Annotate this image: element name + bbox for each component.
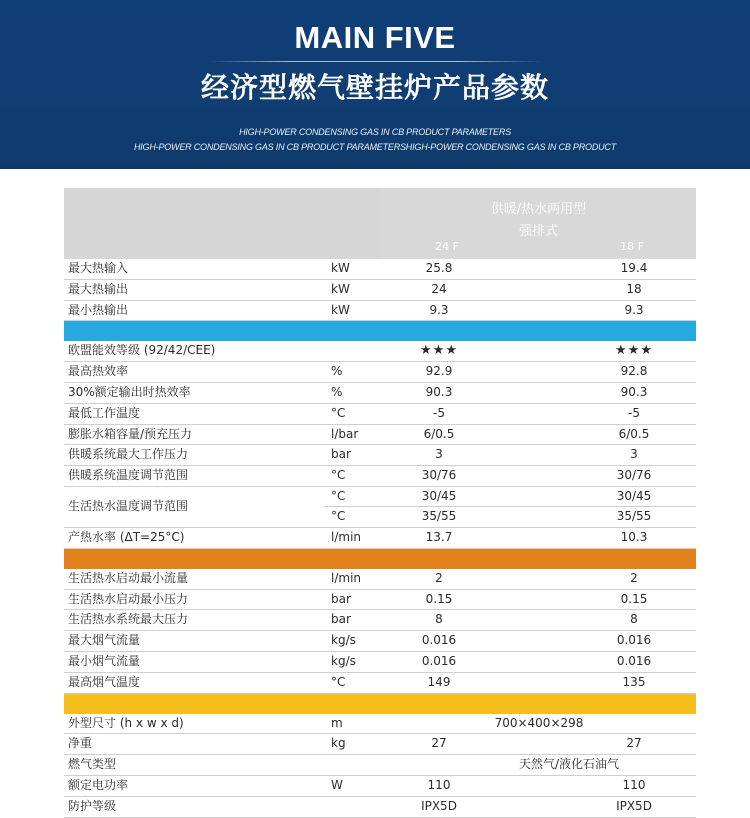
param-name: 最低工作温度 — [68, 405, 141, 420]
value-24f: 3 — [435, 447, 443, 462]
exhaust-label: 强排式 — [518, 224, 558, 239]
value-18f: 35/55 — [616, 508, 652, 523]
param-unit: bar — [331, 591, 351, 606]
param-unit: kg/s — [331, 653, 356, 668]
value-24f: 90.3 — [425, 384, 453, 399]
value-24f: 0.15 — [425, 591, 453, 606]
value-18f: 0.016 — [616, 633, 652, 648]
value-18f: 2 — [630, 570, 638, 585]
param-unit: % — [331, 384, 343, 399]
english-subtitle-1: HIGH-POWER CONDENSING GAS IN CB PRODUCT PARAMETERS — [239, 127, 511, 137]
table-row — [64, 673, 696, 694]
param-name: 最大热输出 — [68, 281, 129, 296]
param-name: 生活热水系统最大压力 — [68, 612, 189, 627]
param-name: 最高热效率 — [68, 364, 129, 379]
rating-stars-18f: ★★★ — [615, 343, 653, 359]
param-unit: bar — [331, 447, 351, 462]
value-18f: IPX5D — [616, 798, 652, 813]
value-24f: 6/0.5 — [423, 426, 455, 441]
type-label: 供暖/热水两用型 — [490, 202, 587, 217]
value-18f: 0.15 — [620, 591, 648, 606]
value-24f: 110 — [427, 777, 451, 792]
param-unit: l/min — [331, 529, 362, 544]
table-row — [64, 755, 696, 776]
param-unit: kW — [331, 302, 350, 317]
value-18f: -5 — [628, 405, 640, 420]
value-18f: 90.3 — [620, 384, 648, 399]
table-row — [64, 404, 696, 425]
param-name: 最小烟气流量 — [68, 653, 141, 668]
value-18f: 18 — [626, 281, 642, 296]
table-row — [64, 528, 696, 549]
value-18f: 27 — [626, 736, 642, 751]
table-row — [64, 776, 696, 797]
value-24f: 92.9 — [425, 364, 453, 379]
table-row — [64, 383, 696, 404]
param-unit: m — [331, 715, 343, 730]
table-row — [64, 280, 696, 301]
value-24f: IPX5D — [421, 798, 457, 813]
param-name: 防护等级 — [68, 798, 117, 813]
param-unit: °C — [331, 405, 346, 420]
param-name: 最大热输入 — [68, 261, 129, 275]
table-row — [64, 652, 696, 673]
param-unit: W — [331, 777, 343, 792]
value-24f: 30/45 — [421, 488, 457, 503]
param-name: 燃气类型 — [68, 757, 117, 772]
table-row — [64, 590, 696, 611]
table-row — [64, 445, 696, 466]
section-band-blue — [64, 321, 696, 341]
param-name: 生活热水温度调节范围 — [68, 498, 189, 513]
param-name: 生活热水启动最小压力 — [68, 591, 189, 606]
value-24f: 30/76 — [421, 468, 457, 483]
value-18f: 110 — [622, 777, 646, 792]
param-name: 生活热水启动最小流量 — [68, 570, 189, 585]
param-unit: °C — [331, 468, 346, 483]
param-unit: l/bar — [331, 426, 359, 441]
english-subtitle-2: HIGH-POWER CONDENSING GAS IN CB PRODUCT PARAMETERSHIGH-POWER CONDENSING GAS IN CB PRODUCT — [133, 142, 617, 152]
table-row — [64, 734, 696, 755]
value-24f: -5 — [433, 405, 445, 420]
table-row — [64, 301, 696, 322]
param-unit: °C — [331, 508, 346, 523]
value-24f: 25.8 — [425, 261, 453, 275]
table-row — [64, 466, 696, 487]
param-name: 外型尺寸 (h x w x d) — [68, 715, 184, 730]
header-banner — [0, 0, 750, 169]
param-name: 膨胀水箱容量/预充压力 — [68, 426, 193, 441]
param-unit: bar — [331, 612, 351, 627]
table-row — [64, 610, 696, 631]
param-name: 最高烟气温度 — [68, 674, 141, 689]
value-24f: 8 — [435, 612, 443, 627]
table-row — [64, 259, 696, 280]
sub-row — [324, 487, 696, 508]
table-row — [64, 797, 696, 818]
param-name: 供暖系统温度调节范围 — [68, 468, 189, 483]
param-name: 最小热输出 — [68, 302, 129, 317]
sub-row — [324, 507, 696, 527]
value-18f: 9.3 — [624, 302, 644, 317]
model-18f: 18 F — [620, 240, 644, 253]
param-unit: kW — [331, 261, 350, 275]
rating-stars-24f: ★★★ — [420, 343, 458, 359]
table-head-left — [64, 188, 379, 259]
section-band-orange — [64, 549, 696, 569]
value-18f: 8 — [630, 612, 638, 627]
param-unit: l/min — [331, 570, 362, 585]
header-divider — [208, 61, 542, 62]
value-24f: 35/55 — [421, 508, 457, 523]
param-name: 欧盟能效等级 (92/42/CEE) — [68, 343, 216, 358]
value-18f: 19.4 — [620, 261, 648, 275]
brand-title: MAIN FIVE — [294, 20, 456, 55]
page-title: 经济型燃气壁挂炉产品参数 — [200, 71, 549, 104]
table-row — [64, 341, 696, 362]
table-row — [64, 425, 696, 446]
value-18f: 30/76 — [616, 468, 652, 483]
table-row — [64, 569, 696, 590]
value-24f: 0.016 — [421, 633, 457, 648]
value-24f: 149 — [427, 674, 451, 689]
value-18f: 6/0.5 — [618, 426, 650, 441]
param-name: 最大烟气流量 — [68, 633, 141, 648]
param-unit: kg/s — [331, 633, 356, 648]
model-24f: 24 F — [435, 240, 459, 253]
value-18f: 3 — [630, 447, 638, 462]
merged-row-hot-water-temp — [64, 487, 696, 528]
value-shared: 700×400×298 — [494, 715, 584, 730]
param-name: 30%额定输出时热效率 — [68, 384, 191, 399]
value-24f: 27 — [431, 736, 447, 751]
param-unit: kW — [331, 281, 350, 296]
param-name: 净重 — [68, 736, 93, 751]
param-name: 供暖系统最大工作压力 — [68, 447, 189, 462]
value-24f: 13.7 — [425, 529, 453, 544]
value-18f: 30/45 — [616, 488, 652, 503]
value-24f: 0.016 — [421, 653, 457, 668]
table-row — [64, 631, 696, 652]
value-shared: 天然气/液化石油气 — [518, 757, 620, 772]
table-row — [64, 362, 696, 383]
param-unit: °C — [331, 488, 346, 503]
value-24f: 2 — [435, 570, 443, 585]
value-18f: 0.016 — [616, 653, 652, 668]
table-head — [64, 188, 696, 259]
value-24f: 24 — [431, 281, 447, 296]
value-24f: 9.3 — [429, 302, 449, 317]
section-band-yellow — [64, 694, 696, 714]
param-name: 产热水率 (ΔT=25°C) — [68, 529, 185, 544]
param-name: 额定电功率 — [68, 777, 129, 792]
table-row — [64, 714, 696, 735]
param-unit: kg — [331, 736, 346, 751]
param-unit: °C — [331, 674, 346, 689]
value-18f: 135 — [622, 674, 646, 689]
value-18f: 92.8 — [620, 364, 648, 379]
parameter-table — [64, 188, 696, 818]
param-unit: % — [331, 364, 343, 379]
value-18f: 10.3 — [620, 529, 648, 544]
